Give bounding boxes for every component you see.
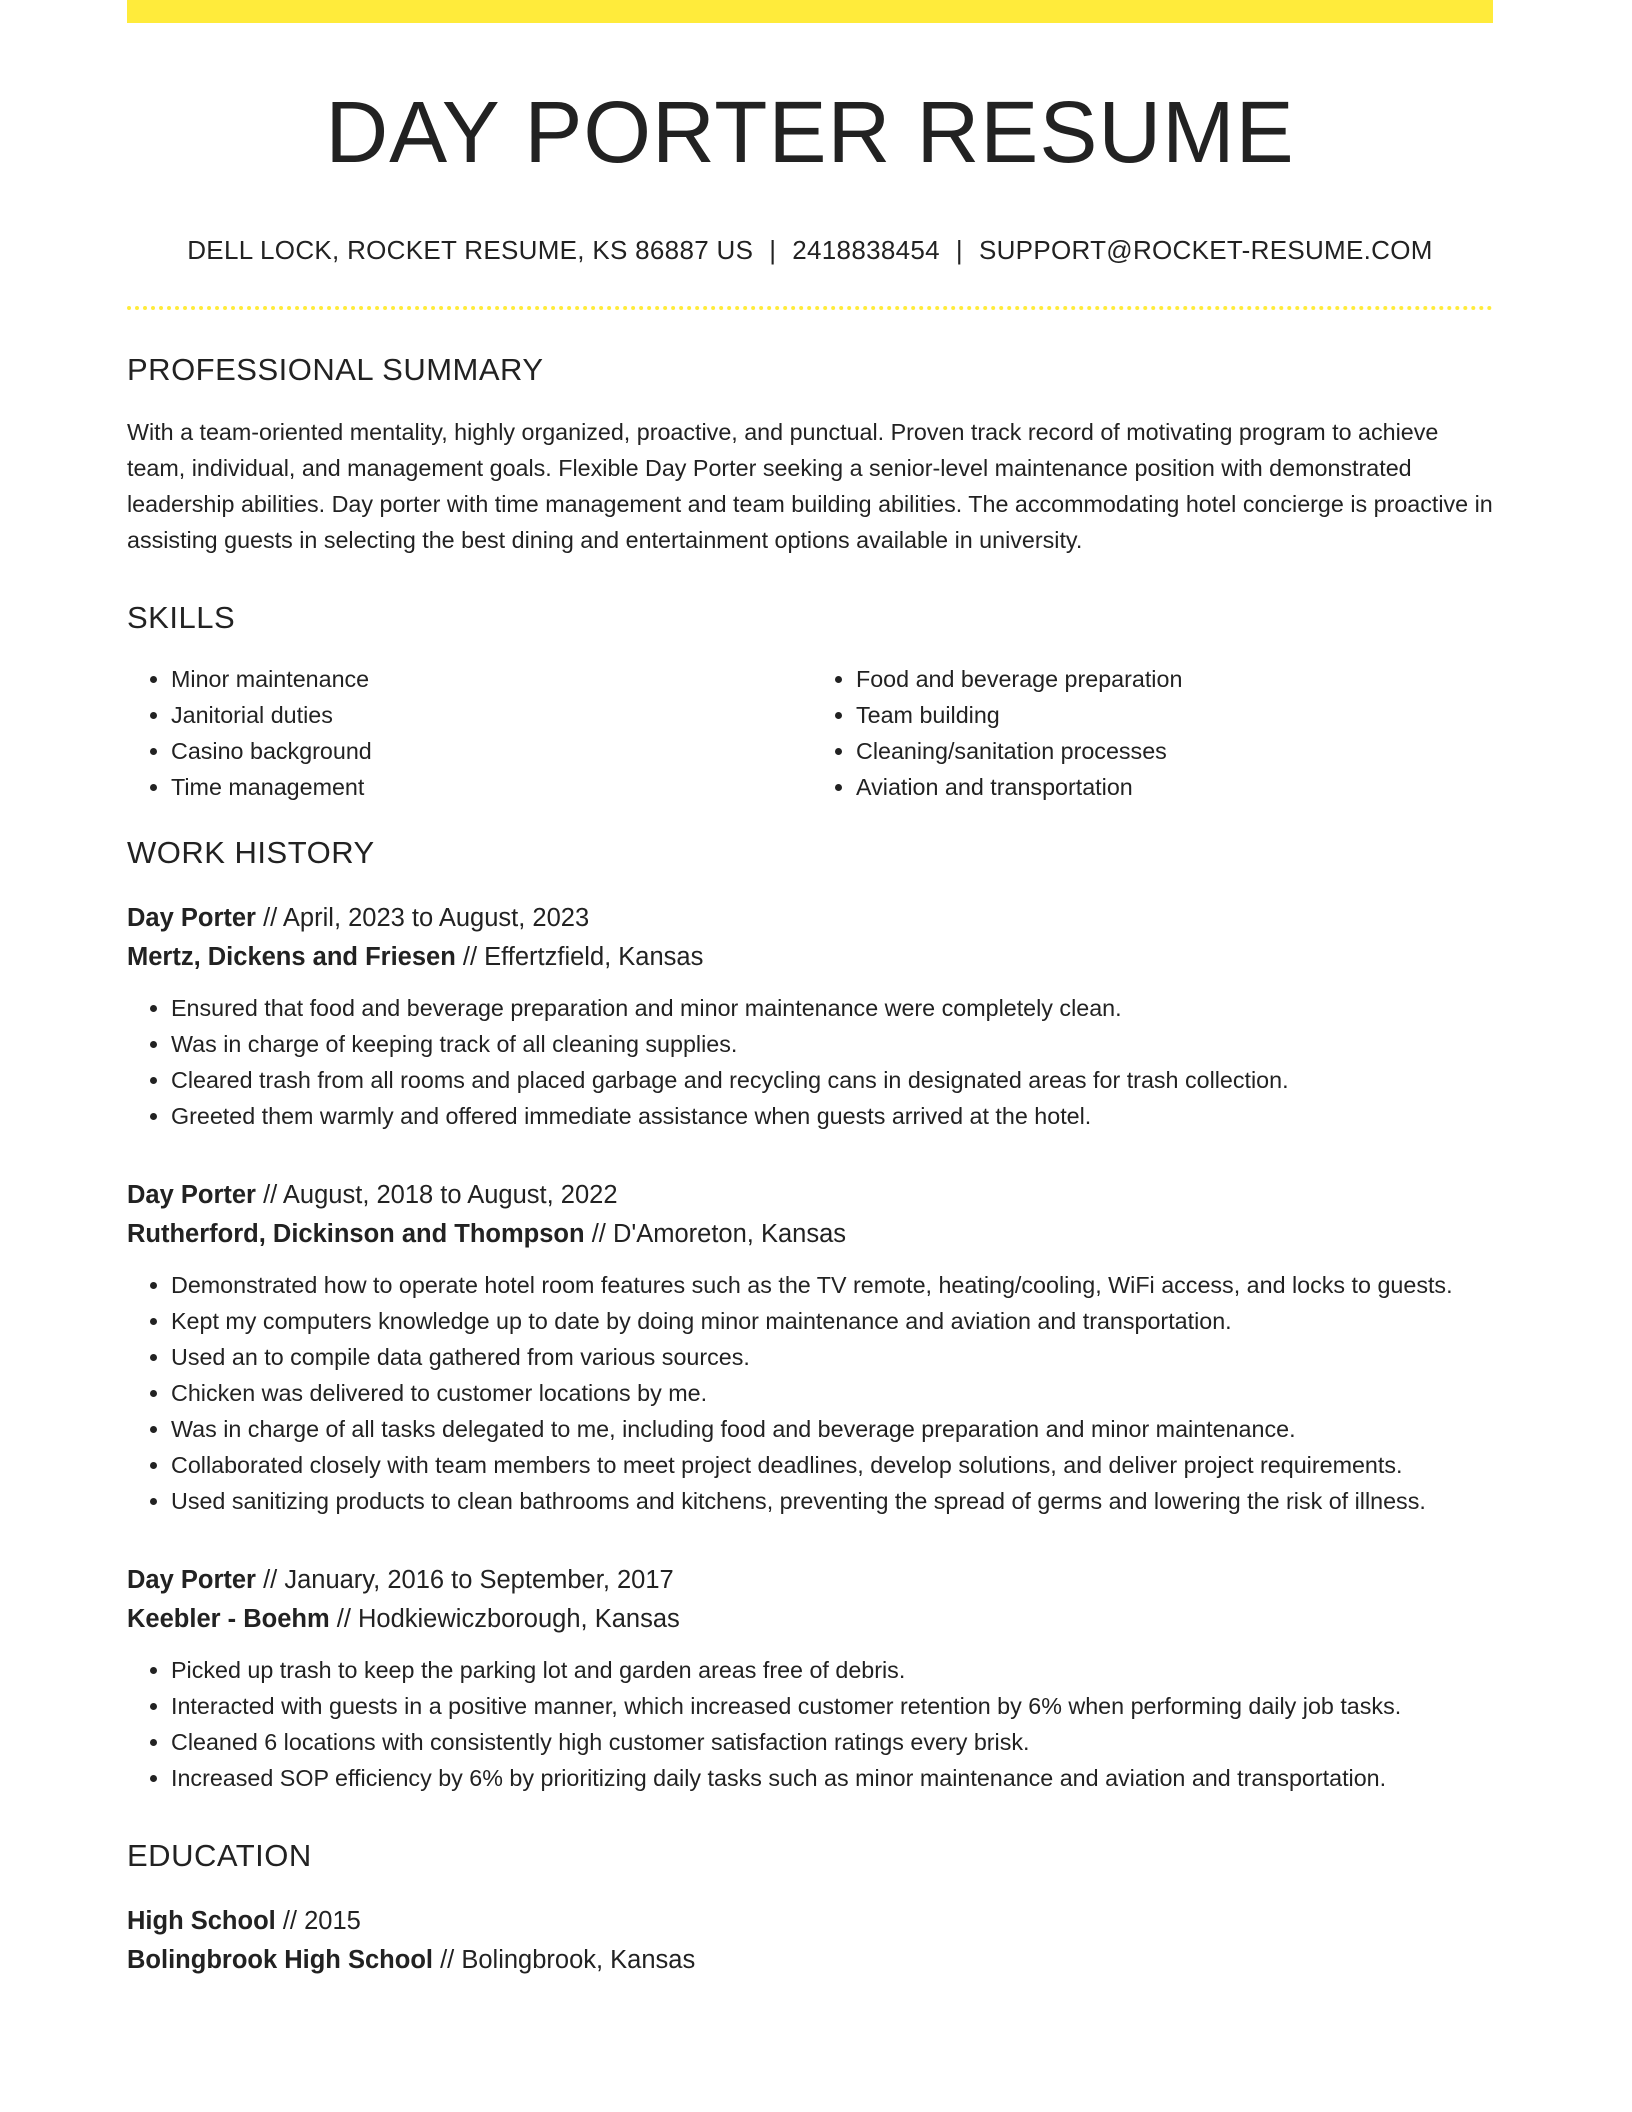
job-bullets bbox=[127, 1652, 1493, 1796]
education-year: // 2015 bbox=[282, 1906, 361, 1935]
job-bullet: • Greeted them warmly and offered immediate assistance when guests arrived at the hotel. bbox=[171, 1098, 1493, 1134]
job-location: // Hodkiewiczborough, Kansas bbox=[336, 1604, 680, 1633]
skill-item: • Casino background bbox=[171, 733, 810, 769]
job-dates: // January, 2016 to September, 2017 bbox=[263, 1565, 674, 1594]
job-company: Keebler - Boehm bbox=[127, 1604, 330, 1633]
job-title-line bbox=[127, 1176, 1493, 1215]
job-bullet: • Increased SOP efficiency by 6% by prioritizing daily tasks such as minor maintenance and aviation and transportation. bbox=[171, 1760, 1493, 1796]
job-title: Day Porter bbox=[127, 903, 256, 932]
skill-item: • Time management bbox=[171, 769, 810, 805]
skills-column-right bbox=[810, 661, 1493, 805]
education-entry bbox=[127, 1902, 1493, 1980]
job-bullet: • Used an to compile data gathered from various sources. bbox=[171, 1339, 1493, 1375]
skill-item: • Cleaning/sanitation processes bbox=[856, 733, 1493, 769]
job-dates: // April, 2023 to August, 2023 bbox=[263, 903, 590, 932]
resume-title: DAY PORTER RESUME bbox=[325, 84, 1295, 181]
skill-item: • Team building bbox=[856, 697, 1493, 733]
job-bullet: • Demonstrated how to operate hotel room features such as the TV remote, heating/cooling, WiFi access, and locks to guests. bbox=[171, 1267, 1493, 1303]
job-bullets bbox=[127, 1267, 1493, 1519]
job-bullet: • Cleaned 6 locations with consistently high customer satisfaction ratings every brisk. bbox=[171, 1724, 1493, 1760]
job-bullet: • Kept my computers knowledge up to date by doing minor maintenance and aviation and transportation. bbox=[171, 1303, 1493, 1339]
job-company-line bbox=[127, 1215, 1493, 1254]
job-entry bbox=[127, 899, 1493, 1134]
section-heading-summary: PROFESSIONAL SUMMARY bbox=[127, 351, 544, 387]
resume-page bbox=[127, 0, 1493, 1980]
top-accent-bar bbox=[127, 0, 1493, 23]
dotted-divider bbox=[127, 306, 1493, 310]
job-location: // Effertzfield, Kansas bbox=[462, 942, 704, 971]
job-company-line bbox=[127, 938, 1493, 977]
contact-address: DELL LOCK, ROCKET RESUME, KS 86887 US bbox=[187, 234, 754, 265]
job-title: Day Porter bbox=[127, 1565, 256, 1594]
job-bullet: • Cleared trash from all rooms and placed garbage and recycling cans in designated areas for trash collection. bbox=[171, 1062, 1493, 1098]
skills-column-left bbox=[127, 661, 810, 805]
contact-separator: | bbox=[769, 234, 777, 265]
education-school-line bbox=[127, 1941, 1493, 1980]
job-dates: // August, 2018 to August, 2022 bbox=[263, 1180, 618, 1209]
section-heading-work-history: WORK HISTORY bbox=[127, 834, 375, 870]
job-bullet: • Ensured that food and beverage preparation and minor maintenance were completely clean. bbox=[171, 990, 1493, 1026]
contact-line bbox=[127, 235, 1493, 266]
job-bullet: • Was in charge of all tasks delegated to me, including food and beverage preparation and minor maintenance. bbox=[171, 1411, 1493, 1447]
job-bullet: • Collaborated closely with team members to meet project deadlines, develop solutions, and deliver project requirements. bbox=[171, 1447, 1493, 1483]
skill-item: • Minor maintenance bbox=[171, 661, 810, 697]
job-bullet: • Interacted with guests in a positive manner, which increased customer retention by 6% when performing daily job tasks. bbox=[171, 1688, 1493, 1724]
job-bullet: • Was in charge of keeping track of all cleaning supplies. bbox=[171, 1026, 1493, 1062]
job-bullet: • Picked up trash to keep the parking lot and garden areas free of debris. bbox=[171, 1652, 1493, 1688]
section-heading-education: EDUCATION bbox=[127, 1837, 312, 1873]
contact-separator: | bbox=[955, 234, 963, 265]
education-degree: High School bbox=[127, 1906, 276, 1935]
contact-email: SUPPORT@ROCKET-RESUME.COM bbox=[978, 234, 1433, 265]
job-company: Mertz, Dickens and Friesen bbox=[127, 942, 456, 971]
education-location: // Bolingbrook, Kansas bbox=[440, 1945, 696, 1974]
job-title-line bbox=[127, 899, 1493, 938]
job-bullets bbox=[127, 990, 1493, 1134]
job-title-line bbox=[127, 1561, 1493, 1600]
job-entry bbox=[127, 1176, 1493, 1519]
job-title: Day Porter bbox=[127, 1180, 256, 1209]
summary-text: With a team-oriented mentality, highly organized, proactive, and punctual. Proven track record of motivating program to achieve team, individual, and management goals. Flexible Day Porter seeking a senior-level maintenance position with demonstrated leadership abilities. Day porter with time management and team building abilities. The accommodating hotel concierge is proactive in assisting guests in selecting the best dining and entertainment options available in university. bbox=[127, 418, 1493, 553]
education-school: Bolingbrook High School bbox=[127, 1945, 433, 1974]
section-heading-skills: SKILLS bbox=[127, 599, 236, 635]
skills-list bbox=[127, 661, 1493, 805]
skill-item: • Food and beverage preparation bbox=[856, 661, 1493, 697]
job-location: // D'Amoreton, Kansas bbox=[591, 1219, 847, 1248]
education-degree-line bbox=[127, 1902, 1493, 1941]
job-company: Rutherford, Dickinson and Thompson bbox=[127, 1219, 585, 1248]
skill-item: • Aviation and transportation bbox=[856, 769, 1493, 805]
skill-item: • Janitorial duties bbox=[171, 697, 810, 733]
job-company-line bbox=[127, 1600, 1493, 1639]
job-bullet: • Chicken was delivered to customer locations by me. bbox=[171, 1375, 1493, 1411]
job-entry bbox=[127, 1561, 1493, 1796]
job-bullet: • Used sanitizing products to clean bathrooms and kitchens, preventing the spread of germs and lowering the risk of illness. bbox=[171, 1483, 1493, 1519]
contact-phone: 2418838454 bbox=[792, 234, 940, 265]
